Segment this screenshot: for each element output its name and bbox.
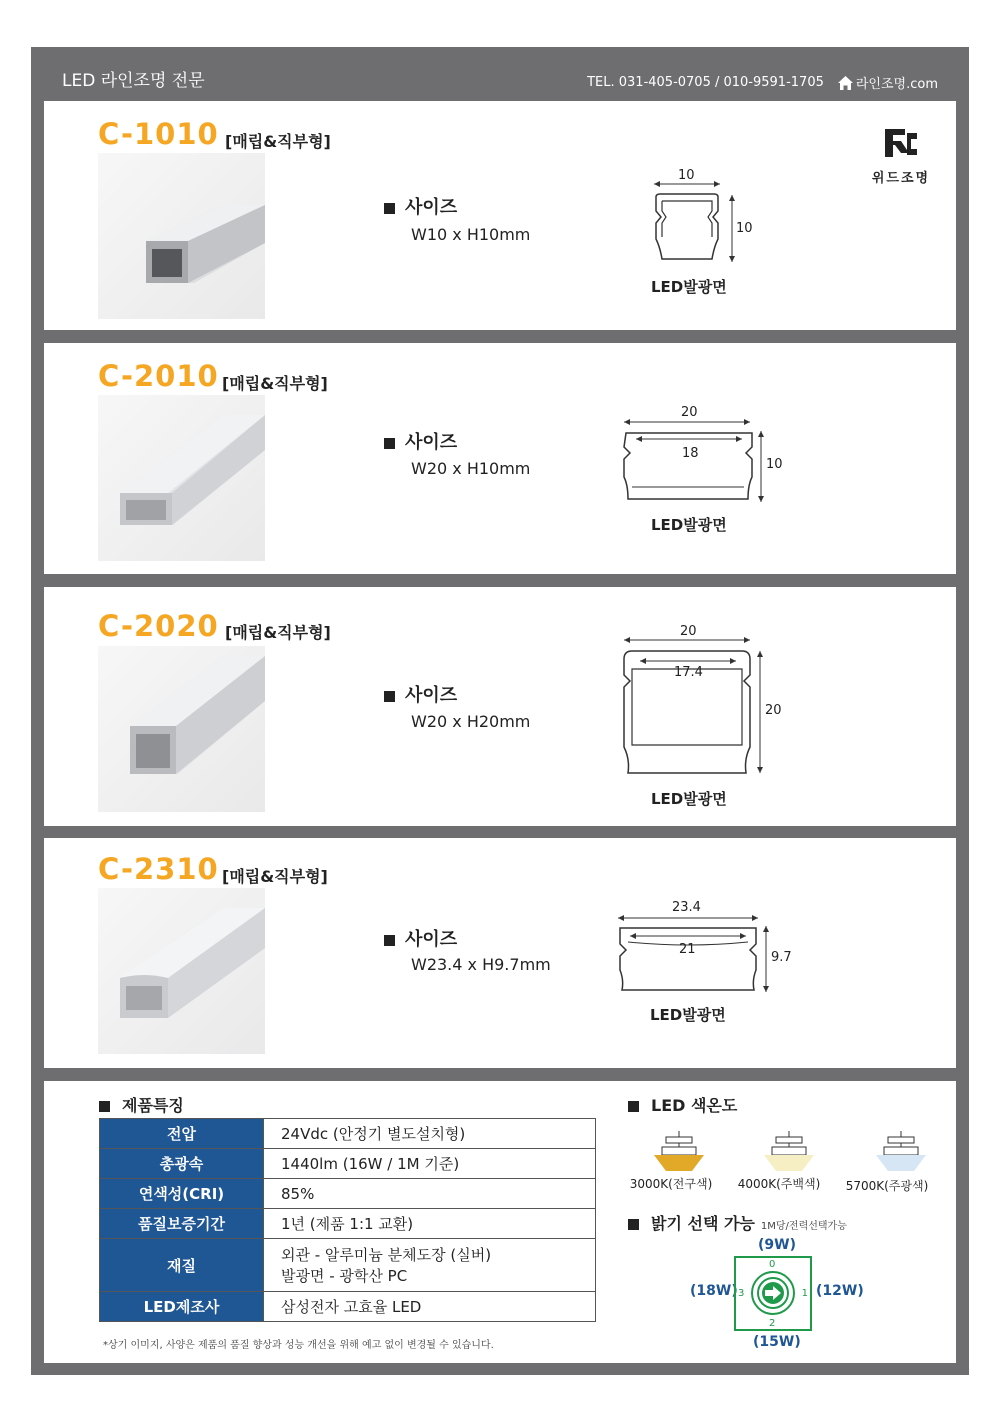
cross-section-drawing (618, 635, 778, 780)
brand-logo-text: 위드조명 (871, 171, 931, 186)
lamp-glow (764, 1155, 814, 1171)
lamp-glow (876, 1155, 926, 1171)
size-heading: 사이즈 (384, 193, 457, 219)
features-panel (44, 1081, 956, 1363)
pos-right: 1 (801, 1288, 808, 1299)
dim-height: 9.7 (771, 950, 792, 965)
brand-logo (866, 123, 936, 186)
dim-height: 10 (766, 457, 783, 472)
spec-value: 1440lm (16W / 1M 기준) (264, 1149, 596, 1179)
product-code: C-2010 (98, 359, 219, 393)
cross-section-drawing (612, 908, 782, 998)
product-panel-c2310 (44, 838, 956, 1068)
spec-value: 85% (264, 1179, 596, 1209)
header-tel: TEL. 031-405-0705 / 010-9591-1705 (587, 75, 824, 90)
home-icon (838, 76, 853, 90)
lamp-5700k-icon (866, 1129, 936, 1174)
spec-key: 총광속 (100, 1149, 264, 1179)
product-code: C-1010 (98, 117, 219, 151)
size-heading: 사이즈 (384, 428, 457, 454)
temp-label-5700k: 5700K(주광색) (845, 1179, 929, 1193)
product-code: C-2020 (98, 609, 219, 643)
spec-value: 1년 (제품 1:1 교환) (264, 1209, 596, 1239)
brand-logo-icon (881, 123, 921, 163)
header-contact (587, 73, 938, 92)
dim-width: 20 (680, 624, 697, 639)
size-value: W20 x H20mm (411, 712, 531, 731)
spec-table (99, 1118, 596, 1322)
product-code: C-2310 (98, 852, 219, 886)
product-photo (98, 888, 265, 1054)
spec-key: 재질 (100, 1239, 264, 1292)
led-face-label: LED발광면 (651, 790, 727, 808)
product-panel-c1010 (44, 101, 956, 330)
dim-inner: 21 (679, 942, 696, 957)
brightness-heading: 밝기 선택 가능 1M당/전력선택가능 (628, 1211, 847, 1234)
table-row (100, 1149, 596, 1179)
temp-label-3000k: 3000K(전구색) (629, 1177, 713, 1191)
product-type: [매립&직부형] (225, 623, 331, 642)
spec-key: 전압 (100, 1119, 264, 1149)
size-heading: 사이즈 (384, 681, 457, 707)
spec-key: 품질보증기간 (100, 1209, 264, 1239)
watt-left: (18W) (690, 1283, 738, 1299)
product-type: [매립&직부형] (222, 867, 328, 886)
watt-top: (9W) (758, 1237, 796, 1253)
pos-top: 0 (769, 1259, 776, 1270)
spec-value-line2: 발광면 - 광학산 PC (281, 1267, 408, 1285)
brightness-subtitle: 1M당/전력선택가능 (760, 1221, 847, 1232)
spec-key: 연색성(CRI) (100, 1179, 264, 1209)
dim-height: 10 (736, 221, 753, 236)
disclaimer-note: *상기 이미지, 사양은 제품의 품질 향상과 성능 개선을 위해 예고 없이 변경될 수 있습니다. (103, 1340, 494, 1351)
product-photo (98, 153, 265, 319)
pos-bottom: 2 (769, 1318, 776, 1329)
table-row (100, 1179, 596, 1209)
led-face-label: LED발광면 (651, 278, 727, 296)
watt-bottom: (15W) (753, 1334, 801, 1350)
product-type: [매립&직부형] (225, 132, 331, 151)
dim-inner: 17.4 (674, 665, 703, 680)
header-title: LED 라인조명 전문 (62, 71, 205, 91)
dial-arrow-icon[interactable] (750, 1270, 796, 1316)
product-photo (98, 646, 265, 812)
dim-height: 20 (765, 703, 782, 718)
watt-right: (12W) (816, 1283, 864, 1299)
spec-value: 삼성전자 고효율 LED (264, 1292, 596, 1322)
size-value: W20 x H10mm (411, 459, 531, 478)
led-face-label: LED발광면 (650, 1006, 726, 1024)
pos-left: 3 (738, 1288, 745, 1299)
dim-inner: 18 (682, 446, 699, 461)
lamp-3000k-icon (644, 1129, 714, 1174)
color-temp-heading: LED 색온도 (628, 1093, 737, 1116)
temp-label-4000k: 4000K(주백색) (737, 1177, 821, 1191)
dim-width: 23.4 (672, 900, 701, 915)
product-type: [매립&직부형] (222, 374, 328, 393)
size-value: W10 x H10mm (411, 225, 531, 244)
product-photo (98, 395, 265, 561)
table-row (100, 1239, 596, 1292)
led-face-label: LED발광면 (651, 516, 727, 534)
product-panel-c2010 (44, 343, 956, 574)
table-row (100, 1119, 596, 1149)
product-panel-c2020 (44, 587, 956, 826)
spec-value (264, 1239, 596, 1292)
features-heading: 제품특징 (99, 1093, 184, 1116)
header-site-text: 라인조명.com (855, 77, 938, 92)
lamp-4000k-icon (754, 1129, 824, 1174)
spec-value-line1: 외관 - 알루미늄 분체도장 (실버) (281, 1246, 492, 1264)
table-row (100, 1209, 596, 1239)
lamp-glow (654, 1155, 704, 1171)
brightness-selector[interactable] (734, 1256, 812, 1331)
spec-key: LED제조사 (100, 1292, 264, 1322)
table-row (100, 1292, 596, 1322)
spec-value: 24Vdc (안정기 별도설치형) (264, 1119, 596, 1149)
dim-width: 20 (681, 405, 698, 420)
size-value: W23.4 x H9.7mm (411, 955, 551, 974)
dim-width: 10 (678, 168, 695, 183)
size-heading: 사이즈 (384, 925, 457, 951)
header-site[interactable] (838, 73, 938, 92)
